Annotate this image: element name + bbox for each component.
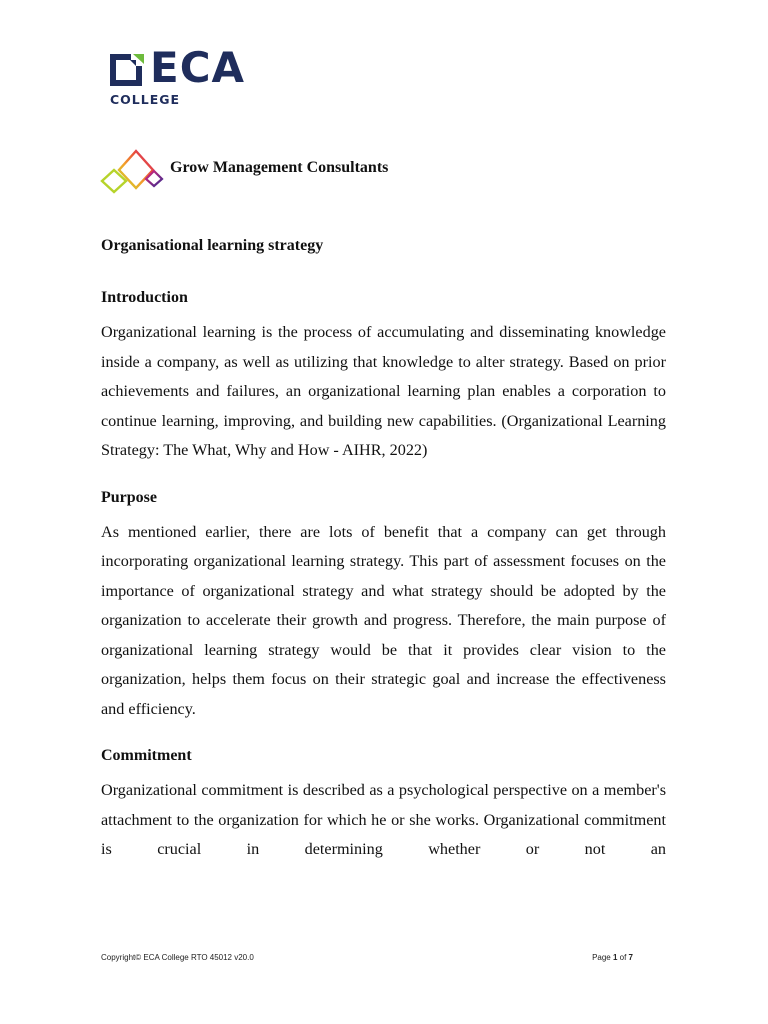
eca-college-logo <box>110 43 280 108</box>
page-current: 1 <box>612 953 618 962</box>
diamond-squares-logo-icon <box>100 148 164 194</box>
page-total: 7 <box>628 953 633 962</box>
eca-wordmark: ECA <box>150 43 246 92</box>
page-label: Page <box>592 953 613 962</box>
company-logo <box>100 148 388 194</box>
section-heading-introduction: Introduction <box>101 289 188 306</box>
section-body-introduction: Organizational learning is the process of accumulating and disseminating knowledge inside a company, as well as utilizing that knowledge to alter strategy. Based on prior achievements and failures, an organizational learning plan enables a corporation to continue learning, improving, and building new capabilities. (Organizational Learning Strategy: The What, Why and How - AIHR, 2022) <box>101 323 666 459</box>
copyright-notice: Copyright© ECA College RTO 45012 v20.0 <box>101 953 254 962</box>
section-heading-commitment: Commitment <box>101 747 192 764</box>
eca-college-subtitle: COLLEGE <box>110 92 181 107</box>
section-body-commitment: Organizational commitment is described as a psychological perspective on a member's attachment to the organization for which he or she works. Organizational commitment is crucial in determining whether or not an <box>101 781 666 858</box>
page-of-label: of <box>617 953 629 962</box>
document-title: Organisational learning strategy <box>101 237 324 254</box>
section-heading-purpose: Purpose <box>101 488 157 506</box>
company-name: Grow Management Consultants <box>170 159 389 176</box>
section-body-purpose: As mentioned earlier, there are lots of benefit that a company can get through incorporating organizational learning strategy. This part of assessment focuses on the importance of organizational strategy and what strategy should be adopted by the organization to accelerate their growth and progress. Therefore, the main purpose of organizational learning strategy would be that it provides clear vision to the organization, helps them focus on their strategic goal and increase the effectiveness and efficiency. <box>101 522 666 718</box>
document-body <box>101 235 666 865</box>
page-footer <box>101 953 633 962</box>
page-number <box>592 953 633 962</box>
eca-logo-mark-icon <box>110 54 144 86</box>
